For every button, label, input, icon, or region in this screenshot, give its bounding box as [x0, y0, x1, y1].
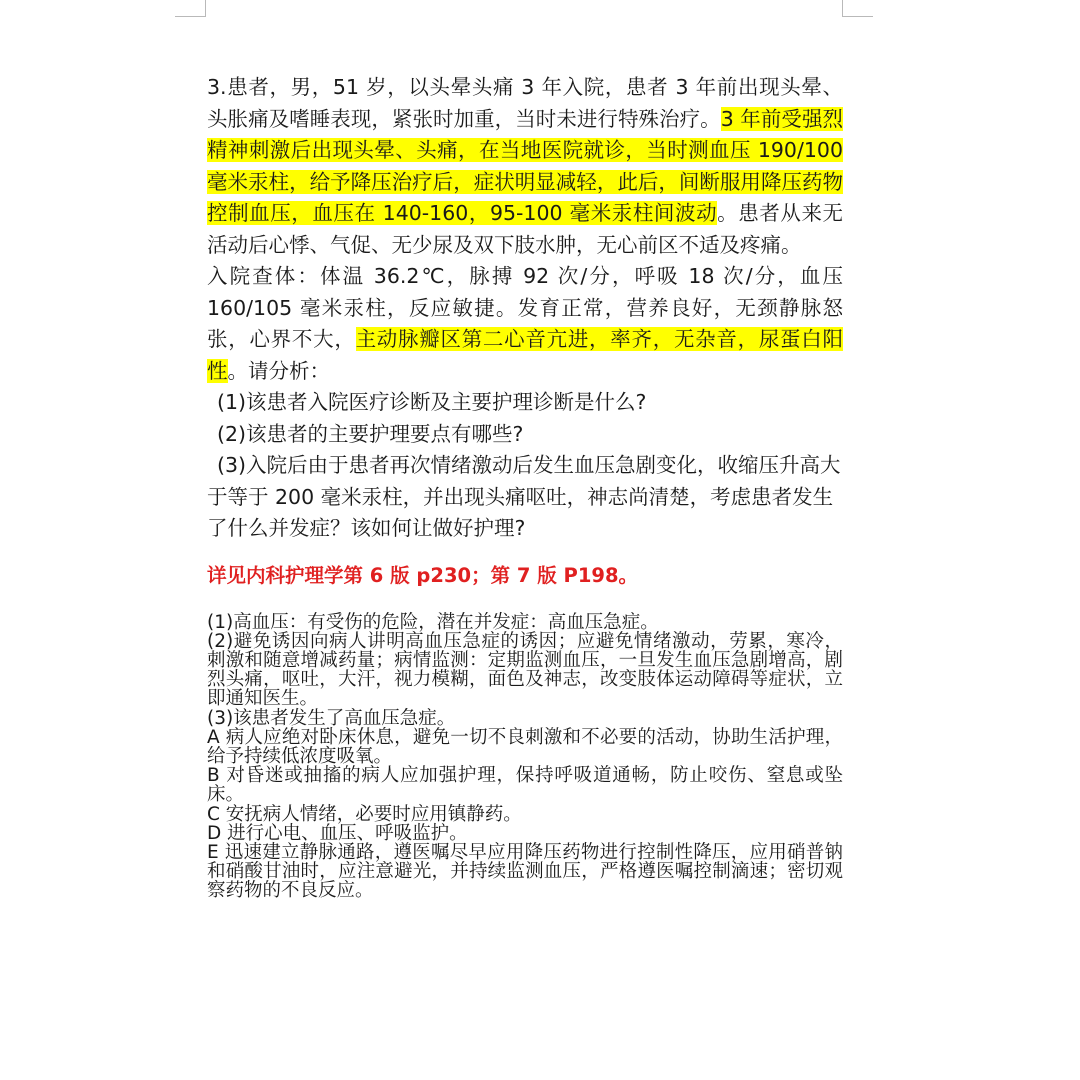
- textbook-reference: 详见内科护理学第 6 版 p230；第 7 版 P198。: [207, 563, 639, 587]
- answer-line: A 病人应绝对卧床休息，避免一切不良刺激和不必要的活动，协助生活护理，给予持续低浓度吸氧。: [207, 726, 843, 767]
- sub-question-3: (3)入院后由于患者再次情绪激动后发生血压急剧变化，收缩压升高大于等于 200 毫米汞柱，并出现头痛呕吐，神志尚清楚，考虑患者发生了什么并发症？该如何让做好护理?: [207, 453, 841, 540]
- answer-line: (3)该患者发生了高血压急症。: [207, 707, 456, 729]
- page-corner-mark-right: [842, 0, 873, 17]
- answer-line: (2)避免诱因向病人讲明高血压急症的诱因；应避免情绪激动，劳累，寒冷，刺激和随意增减药量；病情监测：定期监测血压，一旦发生血压急剧增高，剧烈头痛，呕吐，大汗，视力模糊，面色及神志，改变肢体运动障碍等症状，立即通知医生。: [207, 630, 843, 710]
- case-question: [207, 72, 843, 545]
- exam-text: 入院查体：体温 36.2℃，脉搏 92 次/分，呼吸 18 次/分，血压 160/105 毫米汞柱，反应敏捷。发育正常，营养良好，无颈静脉怒张，心界不大，: [207, 264, 843, 351]
- physical-exam-paragraph: [207, 261, 843, 387]
- answer-line: (1)高血压：有受伤的危险，潜在并发症：高血压急症。: [207, 611, 659, 633]
- sub-question-1: (1)该患者入院医疗诊断及主要护理诊断是什么?: [217, 390, 647, 414]
- case-intro-text: 3.患者，男，51 岁，以头晕头痛 3 年入院，患者 3 年前出现头晕、头胀痛及嗜睡表现，紧张时加重，当时未进行特殊治疗。: [207, 75, 843, 131]
- page-corner-mark-left: [175, 0, 206, 17]
- highlighted-exam-finding: 主动脉瓣区第二心音亢进，率齐，无杂音，尿蛋白阳性: [207, 327, 844, 383]
- answer-section: [207, 613, 843, 901]
- exam-text-2: 。请分析：: [227, 358, 330, 383]
- case-intro-text-2: 。患者从来无活动后心悸、气促、无少尿及双下肢水肿，无心前区不适及疼痛。: [207, 201, 844, 257]
- answer-line: C 安抚病人情绪，必要时应用镇静药。: [207, 803, 522, 825]
- sub-question-2: (2)该患者的主要护理要点有哪些?: [217, 421, 524, 446]
- answer-line: D 进行心电、血压、呼吸监护。: [207, 822, 468, 844]
- answer-line: B 对昏迷或抽搐的病人应加强护理，保持呼吸道通畅，防止咬伤、窒息或坠床。: [207, 765, 843, 806]
- answer-line: E 迅速建立静脉通路，遵医嘱尽早应用降压药物进行控制性降压，应用硝普钠和硝酸甘油时，应注意避光，并持续监测血压，严格遵医嘱控制滴速；密切观察药物的不良反应。: [207, 841, 843, 902]
- case-history-paragraph: [207, 72, 843, 261]
- document-page: [207, 72, 843, 901]
- highlighted-history: 3 年前受强烈精神刺激后出现头晕、头痛，在当地医院就诊，当时测血压 190/100 毫米汞柱，给予降压治疗后，症状明显减轻，此后，间断服用降压药物控制血压，血压在 140-160，95-100 毫米汞柱间波动: [207, 106, 844, 225]
